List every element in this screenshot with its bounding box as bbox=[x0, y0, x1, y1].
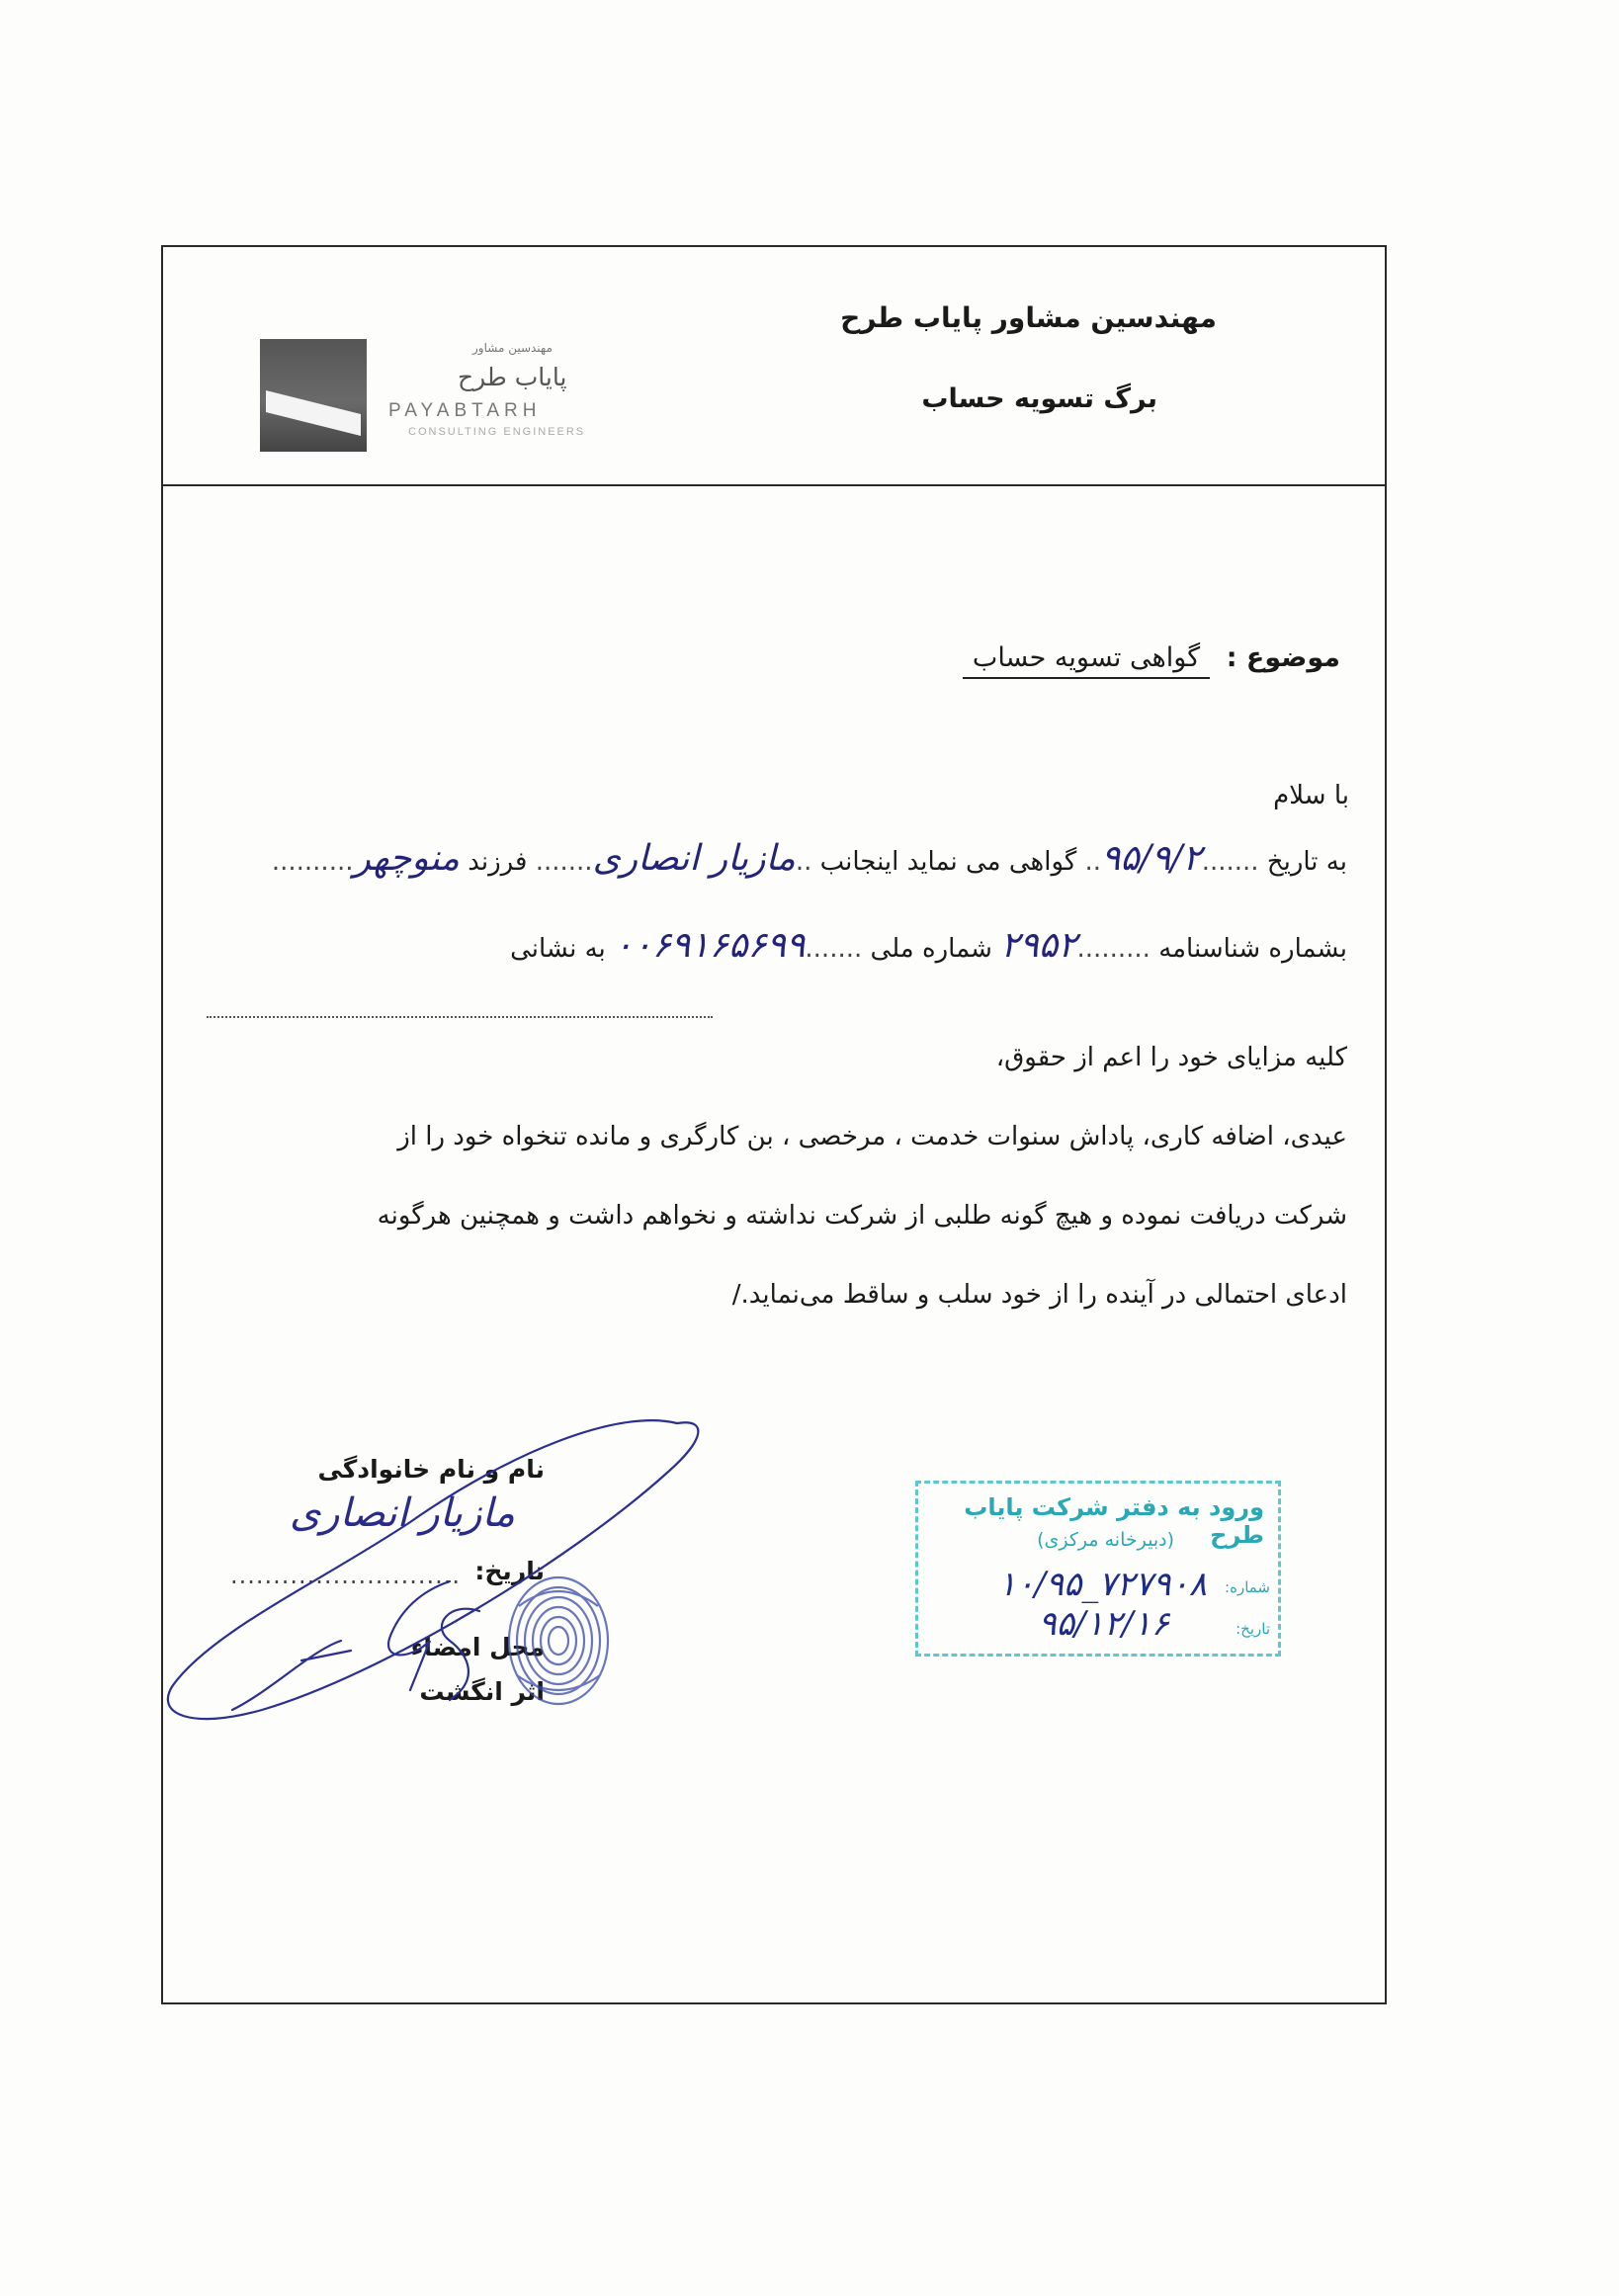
body-line-5: شرکت دریافت نموده و هیچ گونه طلبی از شرکت نداشته و نخواهم داشت و همچنین هرگونه bbox=[377, 1201, 1347, 1231]
company-name: مهندسین مشاور پایاب طرح bbox=[840, 301, 1217, 334]
logo-en-name: PAYABTARH bbox=[388, 400, 542, 421]
stamp-number-label: شماره: bbox=[1225, 1578, 1270, 1596]
national-id-handwritten: ۰۰۶۹۱۶۵۶۹۹ bbox=[614, 925, 806, 966]
logo-fa-small: مهندسین مشاور bbox=[472, 341, 553, 355]
greeting: با سلام bbox=[1273, 781, 1349, 810]
stamp-title: ورود به دفتر شرکت پایاب طرح bbox=[964, 1493, 1264, 1549]
form-frame bbox=[161, 245, 1387, 2004]
logo-en-sub: CONSULTING ENGINEERS bbox=[408, 426, 586, 438]
stamp-subtitle: (دبیرخانه مرکزی) bbox=[1037, 1529, 1174, 1551]
signature-place-label: محل امضاء bbox=[410, 1633, 545, 1661]
body-line-3: کلیه مزایای خود را اعم از حقوق، bbox=[995, 1043, 1347, 1072]
address-dotted-line bbox=[207, 1016, 713, 1018]
company-logo bbox=[260, 339, 645, 458]
certify-text: گواهی می نماید اینجانب bbox=[819, 847, 1077, 877]
id-prefix: بشماره شناسنامه bbox=[1158, 934, 1347, 964]
signature-date-dots: ........................... bbox=[230, 1562, 461, 1589]
header-divider bbox=[163, 484, 1385, 486]
form-title: برگ تسویه حساب bbox=[921, 383, 1157, 414]
father-name-handwritten: منوچهر bbox=[353, 838, 460, 879]
date-prefix: به تاریخ bbox=[1266, 847, 1347, 877]
logo-mark-icon bbox=[260, 339, 367, 452]
signature-name-label: نام و نام خانوادگی bbox=[317, 1455, 545, 1484]
father-prefix: فرزند bbox=[468, 847, 528, 877]
body-line-1: به تاریخ .......۹۵/۹/۲.. گواهی می نماید اینجانب ..مازیار انصاری....... فرزند منوچهر.......... bbox=[271, 838, 1347, 879]
signature-date-label: تاریخ: bbox=[474, 1557, 545, 1585]
date-handwritten: ۹۵/۹/۲ bbox=[1101, 838, 1202, 879]
id-number-handwritten: ۲۹۵۲ bbox=[1000, 925, 1077, 966]
address-prefix: به نشانی bbox=[510, 934, 606, 964]
national-prefix: شماره ملی bbox=[870, 934, 992, 964]
thumbprint-label: اثر انگشت bbox=[419, 1677, 545, 1706]
body-line-4: عیدی، اضافه کاری، پاداش سنوات خدمت ، مرخصی ، بن کارگری و مانده تنخواه خود را از bbox=[397, 1122, 1347, 1151]
employee-name-handwritten: مازیار انصاری bbox=[592, 838, 796, 879]
subject-label: موضوع : bbox=[1226, 642, 1340, 673]
subject-row bbox=[963, 642, 1340, 673]
signature-icon bbox=[153, 1413, 707, 1730]
body-line-6: ادعای احتمالی در آینده را از خود سلب و ساقط می‌نماید./ bbox=[731, 1280, 1347, 1310]
stamp-date-handwritten: ۹۵/۱۲/۱۶ bbox=[1038, 1604, 1169, 1644]
logo-fa-name: پایاب طرح bbox=[458, 363, 567, 391]
signature-name-handwritten: مازیار انصاری bbox=[289, 1490, 515, 1536]
subject-value: گواهی تسویه حساب bbox=[963, 642, 1210, 679]
receipt-stamp bbox=[915, 1481, 1281, 1657]
stamp-number-handwritten: ۱۰/۹۵_۷۲۷۹۰۸ bbox=[997, 1565, 1207, 1604]
stamp-date-label: تاریخ: bbox=[1236, 1620, 1270, 1638]
body-line-2: بشماره شناسنامه .........۲۹۵۲ شماره ملی .......۰۰۶۹۱۶۵۶۹۹ به نشانی bbox=[510, 925, 1347, 966]
